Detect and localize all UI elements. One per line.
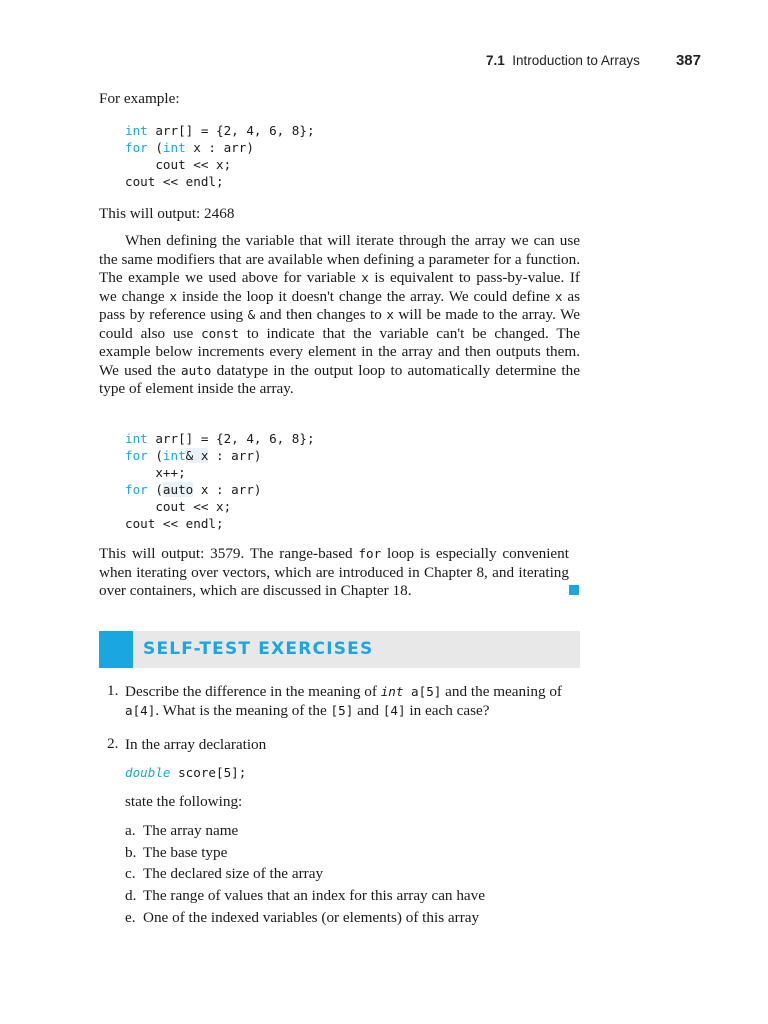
list-letter: b.	[125, 844, 137, 861]
question-text: and the meaning of	[441, 683, 562, 700]
list-item-text: The base type	[143, 844, 228, 861]
code-text: cout << x;	[125, 499, 232, 514]
code-text: arr[] = {2, 4, 6, 8};	[147, 123, 315, 138]
inline-code: for	[358, 546, 382, 561]
list-letter: d.	[125, 887, 137, 904]
inline-code: a[4]	[125, 703, 156, 718]
list-item	[125, 909, 479, 927]
question-text: . What is the meaning of the	[155, 702, 331, 719]
code-text: cout << endl;	[125, 516, 224, 531]
code-keyword: int	[125, 431, 148, 446]
question-2-code	[125, 763, 581, 782]
inline-code: score[5];	[170, 765, 247, 780]
code-keyword: for	[125, 448, 148, 463]
code-block-1	[125, 122, 315, 190]
paragraph-text: to indicate that the variable can't be changed. The example below increments every element in the array and then outputs them. We used the	[99, 324, 581, 379]
question-text: Describe the difference in the meaning of	[125, 683, 381, 700]
inline-code: x	[361, 270, 369, 285]
list-item	[125, 844, 227, 862]
code-keyword: for	[125, 140, 148, 155]
body-paragraph	[99, 232, 580, 399]
for-example-label: For example:	[99, 90, 180, 107]
list-letter: e.	[125, 909, 136, 926]
self-test-banner	[99, 631, 580, 668]
code-keyword: int	[162, 140, 186, 155]
section-title: Introduction to Arrays	[512, 53, 640, 68]
question-number: 2.	[107, 735, 119, 752]
question-text: and	[353, 702, 383, 719]
code-keyword: double	[125, 765, 171, 780]
code-highlight: & x	[185, 448, 209, 463]
inline-code: &	[247, 307, 256, 322]
paragraph-text: When defining the variable that will iterate through the array we can use the same modifiers that are available when defining a parameter for a function. The example we used above for variable	[99, 232, 580, 286]
code-keyword: for	[125, 482, 148, 497]
output-line-1: This will output: 2468	[99, 205, 235, 222]
code-text: x++;	[125, 465, 186, 480]
inline-code: auto	[181, 362, 212, 378]
paragraph-text: is equivalent to pass-by-value. If we change	[99, 269, 580, 305]
code-keyword: int	[125, 123, 148, 138]
inline-code: const	[201, 325, 239, 341]
code-text: : arr)	[208, 448, 262, 463]
running-head	[486, 53, 701, 73]
code-text: arr[] = {2, 4, 6, 8};	[147, 431, 315, 446]
inline-code: x	[169, 288, 178, 304]
inline-code: x	[386, 307, 394, 322]
page-number: 387	[675, 52, 701, 69]
section-heading	[486, 53, 640, 68]
inline-code: [4]	[382, 703, 406, 718]
paragraph-text: as pass by reference using	[99, 287, 580, 323]
inline-code: x	[554, 288, 563, 304]
paragraph-text: and then changes to	[255, 306, 387, 323]
code-text: (	[147, 140, 163, 155]
banner-accent-block	[99, 631, 133, 668]
list-letter: a.	[125, 822, 136, 839]
code-keyword: int	[162, 448, 186, 463]
code-text: x : arr)	[193, 482, 262, 497]
output-paragraph-2	[99, 545, 569, 601]
code-text: cout << endl;	[125, 174, 224, 189]
question-text: in each case?	[405, 702, 490, 719]
code-text: (	[147, 482, 163, 497]
paragraph-text: datatype in the output loop to automatically determine the type of element inside the array.	[99, 361, 580, 397]
paragraph-text: loop is especially convenient when iterating over vectors, which are introduced in Chapter 8, and iterating over containers, which are discussed in Chapter 18.	[99, 545, 569, 599]
code-highlight: auto	[162, 482, 194, 497]
inline-code: a[5]	[403, 684, 442, 699]
question-2-instruction: state the following:	[125, 793, 243, 810]
inline-code: [5]	[330, 703, 354, 718]
paragraph-text: will be made to the array. We could also use	[99, 306, 580, 342]
list-item	[125, 865, 323, 883]
code-text: cout << x;	[125, 157, 232, 172]
list-item-text: The range of values that an index for this array can have	[143, 887, 485, 904]
paragraph-text: This will output: 3579. The range-based	[99, 545, 359, 562]
list-letter: c.	[125, 865, 136, 882]
list-item	[125, 887, 485, 905]
section-number: 7.1	[486, 53, 505, 68]
list-item-text: The declared size of the array	[143, 865, 324, 882]
code-block-2	[125, 430, 315, 532]
code-text: x : arr)	[185, 140, 254, 155]
end-of-section-marker	[569, 585, 579, 595]
code-text: (	[147, 448, 163, 463]
banner-title: SELF-TEST EXERCISES	[143, 639, 374, 659]
list-item	[125, 822, 238, 840]
list-item-text: The array name	[143, 822, 239, 839]
question-1-text	[125, 682, 581, 720]
list-item-text: One of the indexed variables (or elements) of this array	[143, 909, 480, 926]
question-number: 1.	[107, 682, 119, 699]
question-2-text: In the array declaration	[125, 736, 267, 753]
paragraph-text: inside the loop it doesn't change the array. We could define	[177, 287, 555, 305]
inline-code: int	[380, 684, 404, 699]
